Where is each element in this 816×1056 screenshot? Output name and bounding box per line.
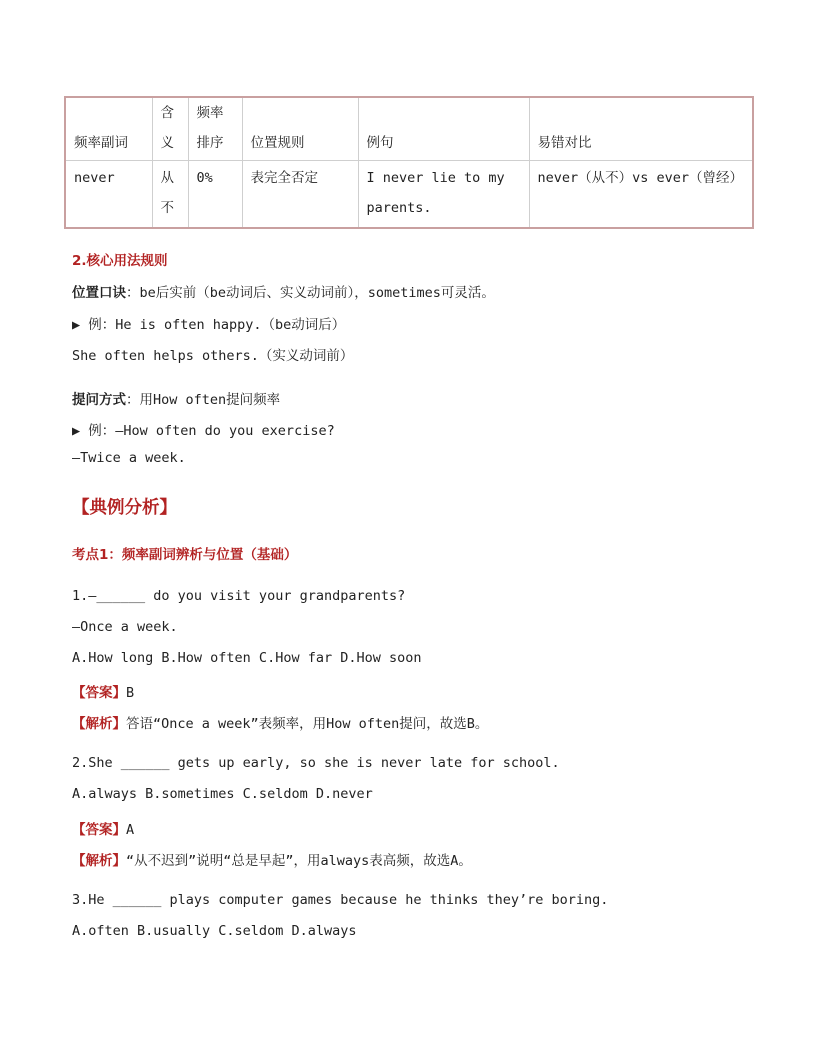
explanation-text: 答语“Once a week”表频率，用How often提问，故选B。 [126, 716, 489, 732]
position-rule-label: 位置口诀 [72, 285, 126, 301]
question-stem: 1.—______ do you visit your grandparents? [72, 588, 406, 604]
table-cell: 表完全否定 [242, 161, 358, 229]
table-cell: never（从不）vs ever（曾经） [529, 161, 753, 229]
frequency-adverb-table [64, 96, 754, 229]
explanation-tag: 【解析】 [72, 853, 126, 869]
position-rule-text: ：be后实前（be动词后、实义动词前），sometimes可灵活。 [126, 285, 495, 301]
analysis-heading: 【典例分析】 [72, 498, 177, 518]
table-header-row [65, 97, 753, 161]
section-title: 2.核心用法规则 [72, 253, 168, 269]
example-line: She often helps others.（实义动词前） [72, 348, 354, 364]
table-header-cell: 易错对比 [529, 97, 753, 161]
position-rule [72, 281, 495, 301]
table-header-cell: 位置规则 [242, 97, 358, 161]
table-cell: I never lie to my parents. [358, 161, 529, 229]
ask-rule-label: 提问方式 [72, 392, 126, 408]
explanation-line [72, 849, 472, 869]
explanation-tag: 【解析】 [72, 716, 126, 732]
answer-line [72, 681, 134, 701]
table-header-cell: 含义 [152, 97, 188, 161]
answer-line [72, 818, 134, 838]
question-stem: 3.He ______ plays computer games because he thinks they’re boring. [72, 892, 609, 908]
example-line: ▶ 例：—How often do you exercise? [72, 423, 335, 439]
table-header-cell: 频率排序 [188, 97, 242, 161]
table-cell: 0% [188, 161, 242, 229]
example-line: —Twice a week. [72, 450, 186, 466]
ask-rule [72, 388, 280, 408]
kaodian-heading: 考点1：频率副词辨析与位置（基础） [72, 547, 298, 563]
table-cell: 从不 [152, 161, 188, 229]
question-stem: —Once a week. [72, 619, 178, 635]
ask-rule-text: ：用How often提问频率 [126, 392, 281, 408]
question-options: A.How long B.How often C.How far D.How soon [72, 650, 422, 666]
answer-value: B [126, 685, 135, 701]
table-header-cell: 例句 [358, 97, 529, 161]
question-stem: 2.She ______ gets up early, so she is never late for school. [72, 755, 560, 771]
table-cell: never [65, 161, 152, 229]
table-row [65, 161, 753, 229]
answer-tag: 【答案】 [72, 685, 126, 701]
explanation-text: “从不迟到”说明“总是早起”，用always表高频，故选A。 [126, 853, 472, 869]
answer-tag: 【答案】 [72, 822, 126, 838]
question-options: A.often B.usually C.seldom D.always [72, 923, 357, 939]
table-header-cell: 频率副词 [65, 97, 152, 161]
example-line: ▶ 例：He is often happy.（be动词后） [72, 317, 346, 333]
explanation-line [72, 712, 488, 732]
answer-value: A [126, 822, 135, 838]
question-options: A.always B.sometimes C.seldom D.never [72, 786, 373, 802]
